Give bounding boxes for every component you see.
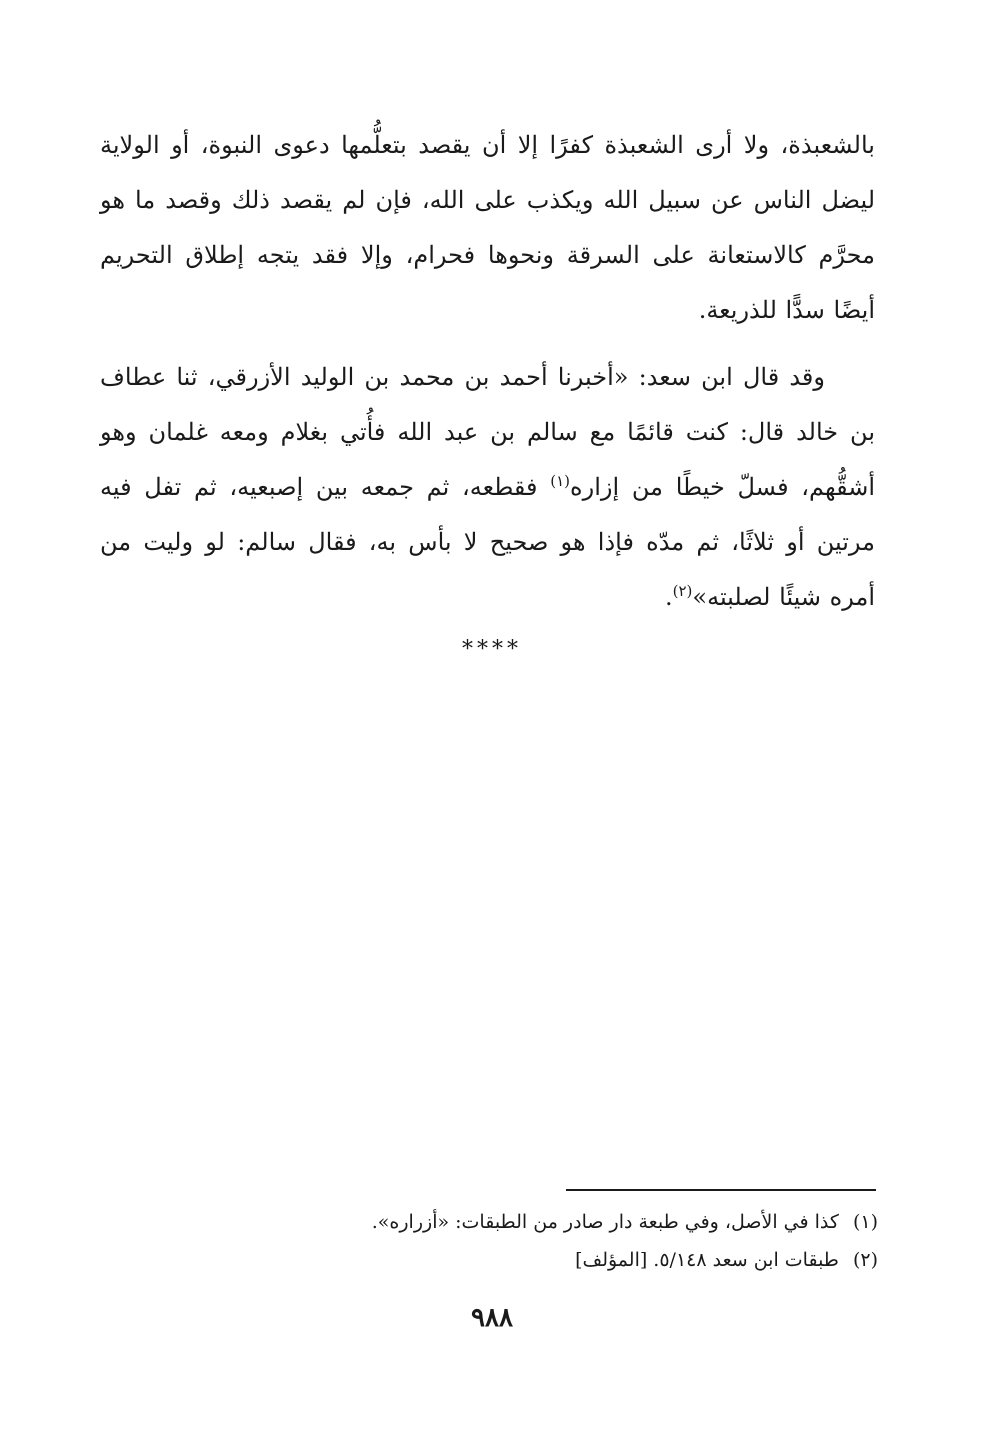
paragraph-2-text-b: فقطعه، ثم جمعه بين إصبعيه، ثم تفل فيه مرتين أو ثلاثًا، ثم مدّه فإذا هو صحيح لا بأس به، فقال سالم: لو وليت من أمره شيئًا لصلبته»: [100, 473, 875, 611]
footnote-ref-2: (٢): [672, 582, 693, 600]
footnote-1: [100, 1203, 878, 1241]
footnote-text: طبقات ابن سعد ٥/١٤٨. [المؤلف]: [575, 1249, 839, 1271]
main-text: [100, 118, 875, 625]
paragraph-2: [100, 350, 875, 625]
footnote-number: (٢): [852, 1249, 878, 1271]
footnote-divider: [566, 1189, 876, 1191]
section-separator: ****: [462, 637, 522, 662]
page-number: ٩٨٨: [471, 1303, 513, 1333]
footnote-number: (١): [852, 1211, 878, 1233]
footnote-2: [100, 1241, 878, 1279]
paragraph-1: [100, 118, 875, 338]
footnote-ref-1: (١): [550, 472, 571, 490]
paragraph-1-line: وقصد ما هو محرَّم كالاستعانة على السرقة ونحوها فحرام، وإلا فقد يتجه: [100, 186, 875, 269]
footnotes: [100, 1203, 878, 1279]
paragraph-1-line: الولاية ليضل الناس عن سبيل الله ويكذب على الله، فإن لم يقصد ذلك: [100, 131, 876, 214]
paragraph-1-line: بالشعبذة، ولا أرى الشعبذة كفرًا إلا أن يقصد بتعلُّمها دعوى النبوة، أو: [171, 131, 875, 159]
paragraph-1-line: إطلاق التحريم أيضًا سدًّا للذريعة.: [100, 241, 875, 324]
footnote-text: كذا في الأصل، وفي طبعة دار صادر من الطبقات: «أزراره».: [371, 1211, 839, 1233]
paragraph-2-text-a: وقد قال ابن سعد: «أخبرنا أحمد بن محمد بن الوليد الأزرقي، ثنا عطاف بن خالد قال: كنت قائمًا مع سالم بن عبد الله فأُتي بغلام ومعه غلمان وهو أشقُّهم، فسلّ خيطًا من إزاره: [100, 363, 875, 501]
paragraph-2-end: .: [664, 583, 673, 611]
